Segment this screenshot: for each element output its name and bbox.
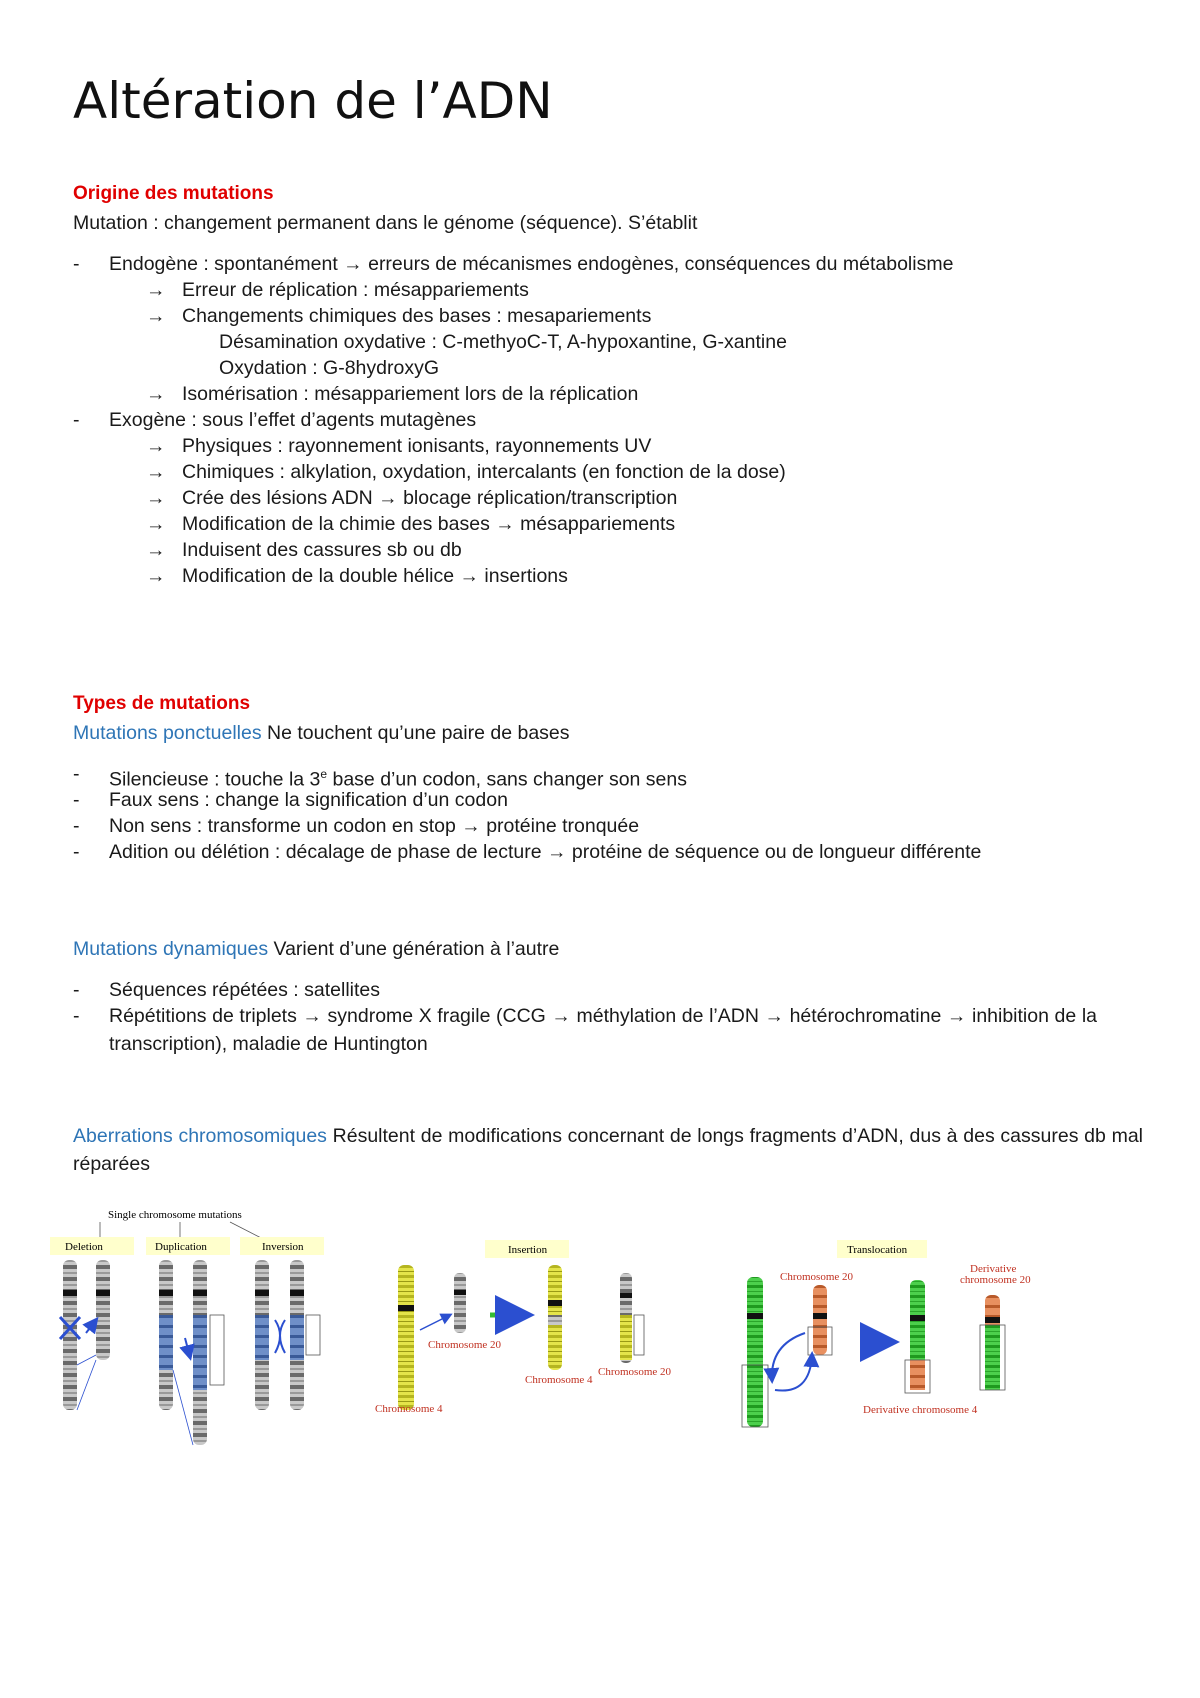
chromosome-mutations-figure <box>50 1205 1140 1465</box>
item-text-post: base d’un codon, sans changer son sens <box>327 768 687 791</box>
sub-item <box>146 432 651 460</box>
chromosome-20-label: Chromosome 20 <box>780 1271 854 1283</box>
chromosome-4-label: Chromosome 4 <box>375 1403 443 1415</box>
subsub-item: Oxydation : G-8hydroxyG <box>219 357 440 379</box>
sub-item <box>146 562 568 590</box>
list-dash: - <box>73 979 80 1001</box>
single-mutations-label: Single chromosome mutations <box>108 1209 242 1221</box>
list-dash: - <box>73 815 80 837</box>
arrow-icon: → <box>146 487 166 509</box>
chromosome-20-label: Chromosome 20 <box>428 1339 502 1351</box>
arrow-icon: → <box>146 279 166 301</box>
list-item-text: Exogène : sous l’effet d’agents mutagènes <box>109 409 477 431</box>
list-item-text: Adition ou délétion : décalage de phase de lecture → protéine de séquence ou de longueur différente <box>109 841 982 863</box>
chromosome-4-label: Chromosome 4 <box>525 1374 593 1386</box>
ponctuelles-header <box>73 719 570 747</box>
section-heading-types: Types de mutations <box>73 693 251 714</box>
arrow-icon: → <box>146 461 166 483</box>
subheading-dynamiques: Mutations dynamiques <box>73 938 269 960</box>
deletion-label: Deletion <box>65 1241 103 1253</box>
arrow-icon: → <box>146 305 166 327</box>
arrow-icon: → <box>146 383 166 405</box>
sub-item-text: Changements chimiques des bases : mesapariements <box>182 305 652 327</box>
arrow-icon: → <box>146 513 166 535</box>
sub-item <box>146 276 529 304</box>
sub-item-text: Chimiques : alkylation, oxydation, intercalants (en fonction de la dose) <box>182 461 786 483</box>
list-item-text: Faux sens : change la signification d’un codon <box>109 789 508 811</box>
aberrations-desc: Résultent de modifications concernant de longs fragments d’ADN, dus à des cassures db mal réparées <box>73 1125 1143 1175</box>
ordinal-superscript: e <box>320 767 328 781</box>
inversion-label: Inversion <box>262 1241 304 1253</box>
ponctuelles-desc: Ne touchent qu’une paire de bases <box>261 722 570 744</box>
sub-item <box>146 302 651 330</box>
sub-item-text: Modification de la double hélice → insertions <box>182 565 568 587</box>
sub-item-text: Crée des lésions ADN → blocage réplication/transcription <box>182 487 678 509</box>
item-text-pre: Silencieuse : touche la 3 <box>109 768 321 791</box>
page-title: Altération de l’ADN <box>73 72 553 130</box>
sub-item <box>146 536 462 564</box>
insertion-label: Insertion <box>508 1244 548 1256</box>
subheading-ponctuelles: Mutations ponctuelles <box>73 722 262 744</box>
duplication-label: Duplication <box>155 1241 207 1253</box>
list-item-text: Répétitions de triplets → syndrome X fragile (CCG → méthylation de l’ADN → hétérochromatine → inhibition de la transcription), maladie de Huntington <box>109 1005 1097 1055</box>
mutation-definition: Mutation : changement permanent dans le génome (séquence). S’établit <box>73 212 698 234</box>
sub-item <box>146 484 677 512</box>
list-dash: - <box>73 789 80 811</box>
deletion-diagram <box>60 1260 110 1410</box>
subheading-aberrations: Aberrations chromosomiques <box>73 1125 327 1147</box>
sub-item-text: Isomérisation : mésappariement lors de la réplication <box>182 383 639 405</box>
insertion-diagram <box>375 1240 672 1415</box>
sub-item-text: Erreur de réplication : mésappariements <box>182 279 529 301</box>
arrow-icon: → <box>146 539 166 561</box>
sub-item-text: Modification de la chimie des bases → mésappariements <box>182 513 676 535</box>
dynamiques-header <box>73 935 559 963</box>
translocation-label: Translocation <box>847 1244 908 1256</box>
list-dash: - <box>73 841 80 863</box>
list-item-text: Endogène : spontanément → erreurs de mécanismes endogènes, conséquences du métabolisme <box>109 253 954 275</box>
subsub-item: Désamination oxydative : C-methyoC-T, A-hypoxantine, G-xantine <box>219 331 787 353</box>
arrow-icon: → <box>146 435 166 457</box>
derivative-20-label-b: chromosome 20 <box>960 1274 1031 1286</box>
list-item-text: Séquences répétées : satellites <box>109 979 381 1001</box>
list-dash: - <box>73 253 80 275</box>
list-item-text: Non sens : transforme un codon en stop → protéine tronquée <box>109 815 640 837</box>
section-heading-origine: Origine des mutations <box>73 183 274 204</box>
chromosome-20-label: Chromosome 20 <box>598 1366 672 1378</box>
inversion-diagram <box>255 1260 320 1410</box>
sub-item <box>146 510 675 538</box>
sub-item <box>146 380 638 408</box>
list-dash: - <box>73 763 80 785</box>
derivative-20-label-a: Derivative <box>970 1263 1017 1275</box>
derivative-4-label: Derivative chromosome 4 <box>863 1404 978 1416</box>
sub-item <box>146 458 786 486</box>
duplication-diagram <box>159 1260 224 1445</box>
aberrations-paragraph <box>73 1122 1143 1178</box>
arrow-icon: → <box>146 565 166 587</box>
sub-item-text: Induisent des cassures sb ou db <box>182 539 462 561</box>
translocation-diagram <box>742 1240 1031 1427</box>
sub-item-text: Physiques : rayonnement ionisants, rayonnements UV <box>182 435 652 457</box>
list-dash: - <box>73 1005 80 1027</box>
dynamiques-desc: Varient d’une génération à l’autre <box>268 938 560 960</box>
list-dash: - <box>73 409 80 431</box>
